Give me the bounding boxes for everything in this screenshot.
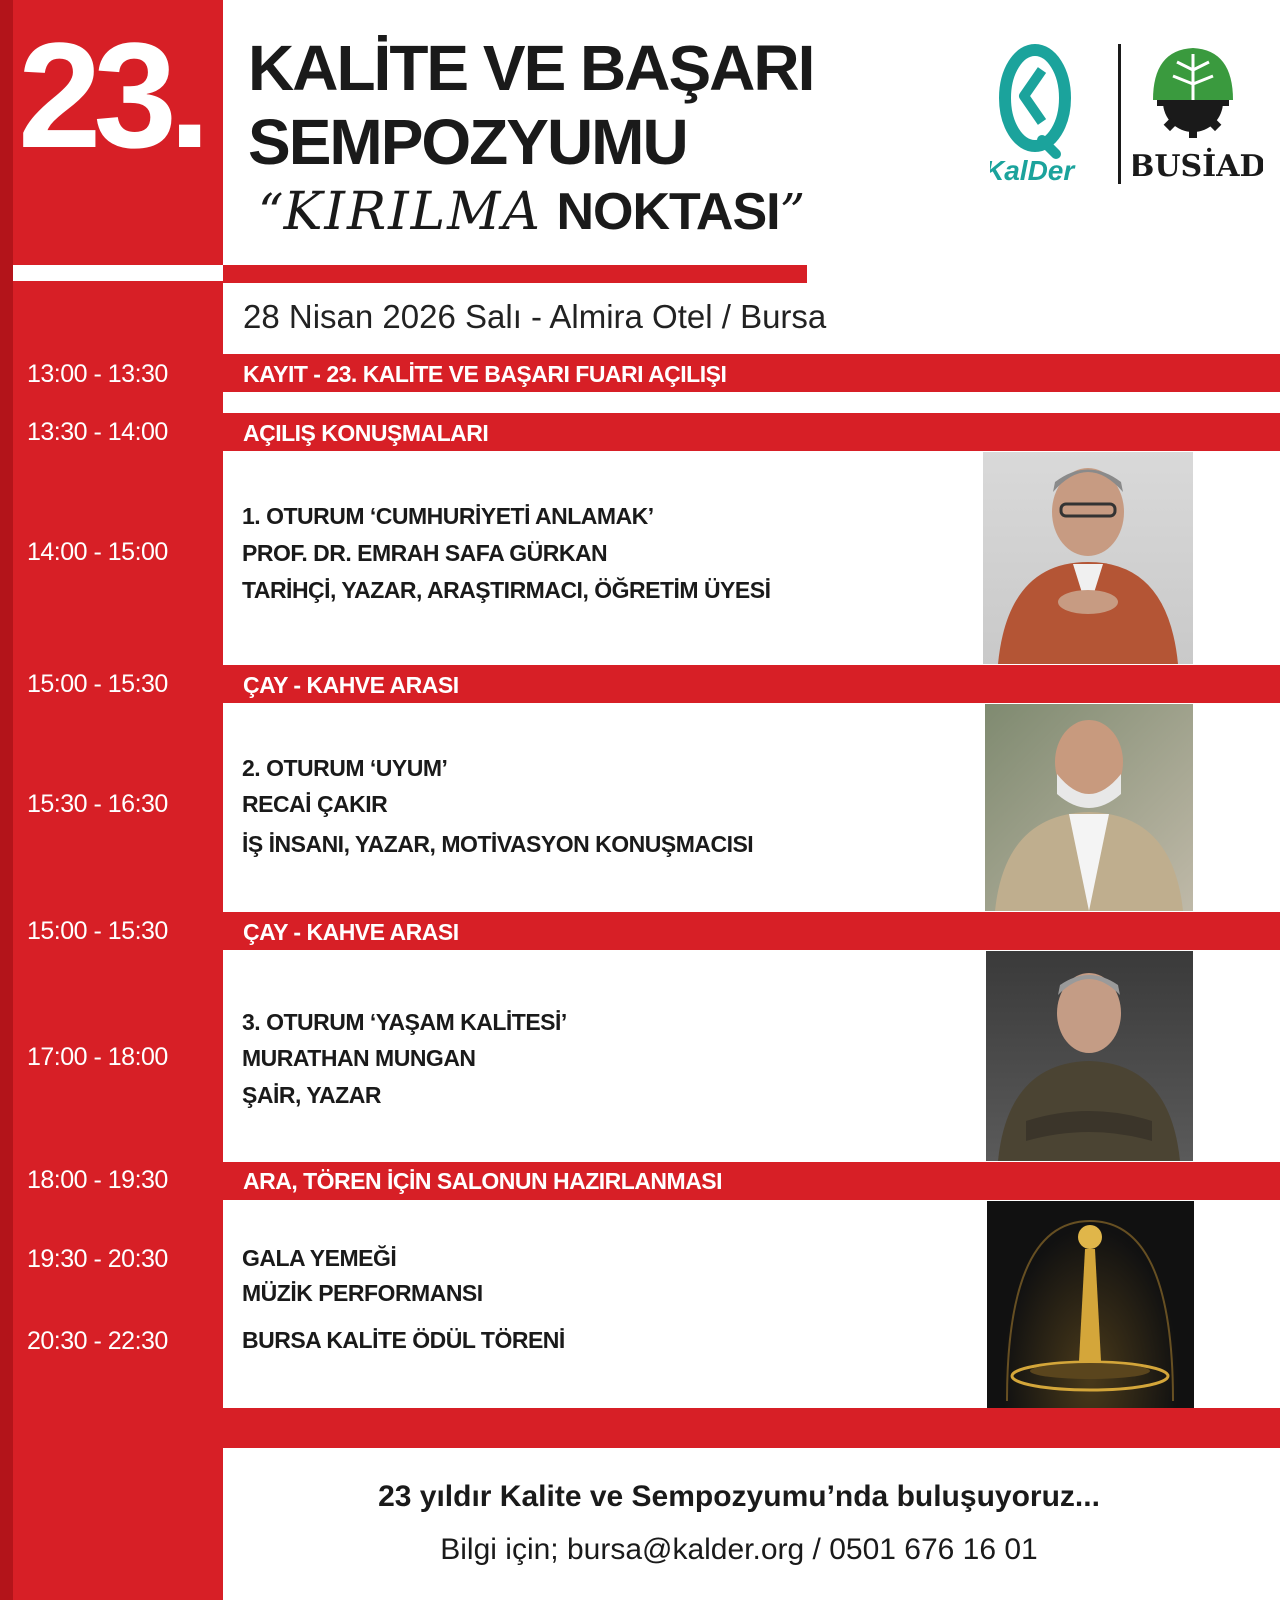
- session-2-speaker: RECAİ ÇAKIR: [242, 791, 388, 817]
- label-break-1: ÇAY - KAHVE ARASI: [243, 672, 459, 698]
- session-1-speaker: PROF. DR. EMRAH SAFA GÜRKAN: [242, 540, 608, 566]
- session-3-speaker: MURATHAN MUNGAN: [242, 1045, 476, 1071]
- speaker-portrait-icon: [986, 951, 1193, 1161]
- time-break-2: 15:00 - 15:30: [27, 917, 168, 945]
- speaker-2-photo: [985, 704, 1193, 911]
- label-preparation: ARA, TÖREN İÇİN SALONUN HAZIRLANMASI: [243, 1168, 723, 1194]
- time-preparation: 18:00 - 19:30: [27, 1166, 168, 1194]
- session-1-speaker-role: TARİHÇİ, YAZAR, ARAŞTIRMACI, ÖĞRETİM ÜYESİ: [242, 577, 771, 603]
- title-line-2: SEMPOZYUMU: [248, 106, 687, 178]
- footer-divider-bar: [223, 1408, 1280, 1448]
- trophy-icon: [987, 1201, 1194, 1408]
- subtitle-word-2: NOKTASI: [556, 183, 780, 241]
- gala-dinner: GALA YEMEĞİ: [242, 1245, 397, 1271]
- footer-contact: Bilgi için; bursa@kalder.org / 0501 676 16 01: [440, 1533, 1038, 1566]
- time-session-3: 17:00 - 18:00: [27, 1043, 168, 1071]
- busiad-gear-tree-icon: [1133, 40, 1263, 185]
- session-3-title: 3. OTURUM ‘YAŞAM KALİTESİ’: [242, 1009, 567, 1035]
- award-trophy-photo: [987, 1201, 1194, 1408]
- speaker-portrait-icon: [985, 704, 1193, 911]
- header-divider-white: [13, 265, 223, 281]
- footer-slogan: 23 yıldır Kalite ve Sempozyumu’nda buluşuyoruz...: [378, 1480, 1100, 1513]
- subtitle-word-1: KIRILMA: [283, 182, 542, 242]
- subtitle: [258, 182, 806, 242]
- logo-divider: [1118, 44, 1121, 184]
- subtitle-close-quote: ”: [779, 183, 806, 241]
- title-line-1: KALİTE VE BAŞARI: [248, 32, 814, 104]
- kalder-logo-text: KalDer: [990, 155, 1075, 185]
- left-edge-stripe: [0, 0, 13, 1600]
- time-session-1: 14:00 - 15:00: [27, 538, 168, 566]
- edition-number: 23.: [18, 11, 203, 179]
- header-divider-red: [223, 265, 807, 283]
- label-break-2: ÇAY - KAHVE ARASI: [243, 919, 459, 945]
- time-award-ceremony: 20:30 - 22:30: [27, 1327, 168, 1355]
- label-registration: KAYIT - 23. KALİTE VE BAŞARI FUARI AÇILIŞI: [243, 361, 727, 387]
- speaker-3-photo: [986, 951, 1193, 1161]
- kalder-logo: [990, 40, 1100, 185]
- speaker-1-photo: [983, 452, 1193, 664]
- subtitle-open-quote: “: [258, 183, 284, 241]
- session-2-speaker-role: İŞ İNSANI, YAZAR, MOTİVASYON KONUŞMACISI: [242, 831, 754, 857]
- award-ceremony: BURSA KALİTE ÖDÜL TÖRENİ: [242, 1327, 565, 1353]
- busiad-logo: [1133, 40, 1263, 185]
- speaker-portrait-icon: [983, 452, 1193, 664]
- time-session-2: 15:30 - 16:30: [27, 790, 168, 818]
- kalder-q-icon: [990, 40, 1100, 185]
- session-2-title: 2. OTURUM ‘UYUM’: [242, 755, 448, 781]
- time-opening: 13:30 - 14:00: [27, 418, 168, 446]
- busiad-logo-text: BUSİAD: [1133, 149, 1263, 184]
- time-break-1: 15:00 - 15:30: [27, 670, 168, 698]
- time-registration: 13:00 - 13:30: [27, 360, 168, 388]
- event-date-location: 28 Nisan 2026 Salı - Almira Otel / Bursa: [243, 298, 827, 335]
- time-gala: 19:30 - 20:30: [27, 1245, 168, 1273]
- music-performance: MÜZİK PERFORMANSI: [242, 1280, 483, 1306]
- session-3-speaker-role: ŞAİR, YAZAR: [242, 1082, 381, 1108]
- session-1-title: 1. OTURUM ‘CUMHURİYETİ ANLAMAK’: [242, 503, 654, 529]
- label-opening: AÇILIŞ KONUŞMALARI: [243, 420, 489, 446]
